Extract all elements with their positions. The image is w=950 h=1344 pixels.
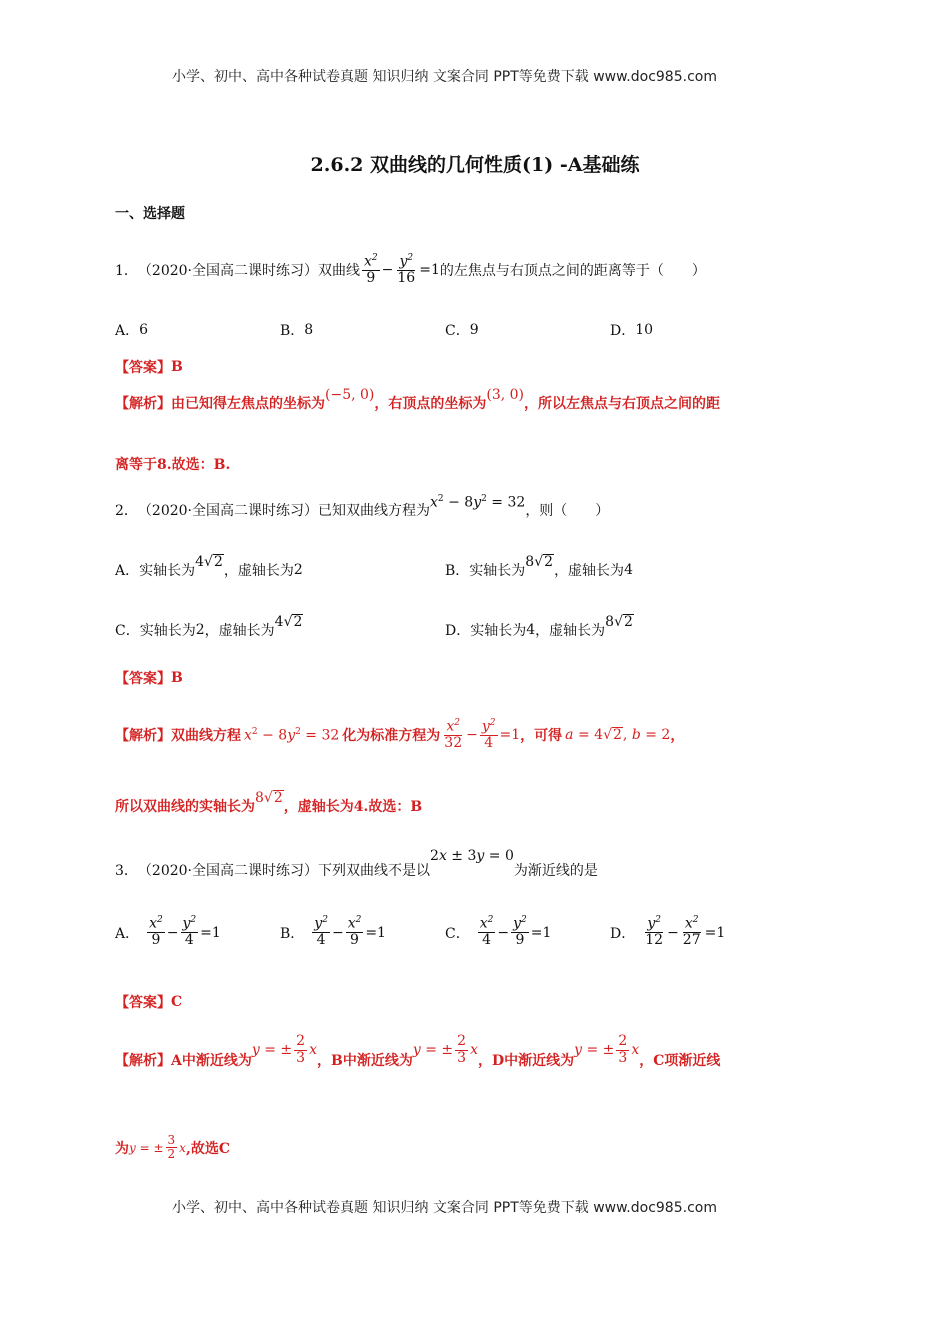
page-title: 2.6.2 双曲线的几何性质(1) -A基础练 <box>310 154 640 176</box>
formula-fraction: $\frac{y^2}{16}$ <box>397 252 416 286</box>
coordinate-right: (3, 0) <box>486 387 525 403</box>
answer-3: 【答案】 C <box>115 994 183 1011</box>
option-d: D． 10 <box>610 322 654 339</box>
question-text: 双曲线 <box>318 263 361 279</box>
option-c: C． 实轴长为 2 ，虚轴长为 4√ 2 <box>115 613 303 639</box>
option-d: D． 实轴长为 4 ，虚轴长为 8√ 2 <box>445 613 633 639</box>
formula: $x^2 - 8y^2 = 32$ <box>430 493 526 511</box>
question-3: 3． （2020·全国高二课时练习） 下列双曲线不是以 2x ± 3y = 0 为渐近线的是 <box>115 848 598 879</box>
answer-1: 【答案】 B <box>115 359 183 376</box>
analysis-2-cont: 所以双曲线的实轴长为 8√ 2 ，虚轴长为4.故选：B <box>115 789 423 815</box>
analysis-1: 【解析】 由已知得左焦点的坐标为 (−5, 0) ，右顶点的坐标为 (3, 0) ，所以左焦点与右顶点之间的距 <box>115 387 721 412</box>
option-b: B． 实轴长为 8√ 2 ，虚轴长为 4 <box>445 553 633 579</box>
analysis-3: 【解析】 A中渐近线为 y = ± $\frac{2}{3}$ x ，B中渐近线为 y = ± $\frac{2}{3}$ x ，D中渐近线为 y = ± $\frac{2}{3}$ x ，C项渐近线 <box>115 1033 721 1069</box>
option-b: B． 8 <box>280 322 314 339</box>
question-number: 1． <box>115 263 138 279</box>
option-c: C． $\frac{x^2}{4}$ − $\frac{y^2}{9}$ =1 <box>445 915 552 949</box>
analysis-3-cont: 为 y = ± $\frac{3}{2}$ x ,故选C <box>115 1132 230 1161</box>
page-header: 小学、初中、高中各种试卷真题 知识归纳 文案合同 PPT等免费下载 www.doc985.com <box>172 69 717 85</box>
coordinate-left: (−5, 0) <box>325 387 375 403</box>
page-footer: 小学、初中、高中各种试卷真题 知识归纳 文案合同 PPT等免费下载 www.doc985.com <box>172 1200 717 1216</box>
option-b: B． $\frac{y^2}{4}$ − $\frac{x^2}{9}$ =1 <box>280 915 386 949</box>
answer-2: 【答案】 B <box>115 670 183 687</box>
analysis-1-cont: 离等于8.故选：B. <box>115 457 231 473</box>
option-a: A． $\frac{x^2}{9}$ − $\frac{y^2}{4}$ =1 <box>115 915 221 949</box>
option-d: D． $\frac{y^2}{12}$ − $\frac{x^2}{27}$ =1 <box>610 915 726 949</box>
question-1: 1． （2020·全国高二课时练习） 双曲线 $\frac{x^2}{9}$ − $\frac{y^2}{16}$ =1 的左焦点与右顶点之间的距离等于（ ） <box>115 252 706 286</box>
option-a: A． 6 <box>115 322 149 339</box>
option-c: C． 9 <box>445 322 479 339</box>
section-heading: 一、选择题 <box>115 206 185 222</box>
analysis-2: 【解析】 双曲线方程 $x^2 - 8y^2 = 32$ 化为标准方程为 $\frac{x^2}{32}$ − $\frac{y^2}{4}$ =1 ，可得 a = 4√ 2 , b = 2 ， <box>115 717 685 751</box>
question-text: 的左焦点与右顶点之间的距离等于（ ） <box>439 263 706 279</box>
formula-fraction: $\frac{x^2}{9}$ <box>364 252 378 286</box>
question-2: 2． （2020·全国高二课时练习） 已知双曲线方程为 $x^2 - 8y^2 = 32$ ，则（ ） <box>115 493 610 519</box>
question-source: （2020·全国高二课时练习） <box>137 263 319 279</box>
option-a: A． 实轴长为 4√ 2 ，虚轴长为 2 <box>115 553 303 579</box>
